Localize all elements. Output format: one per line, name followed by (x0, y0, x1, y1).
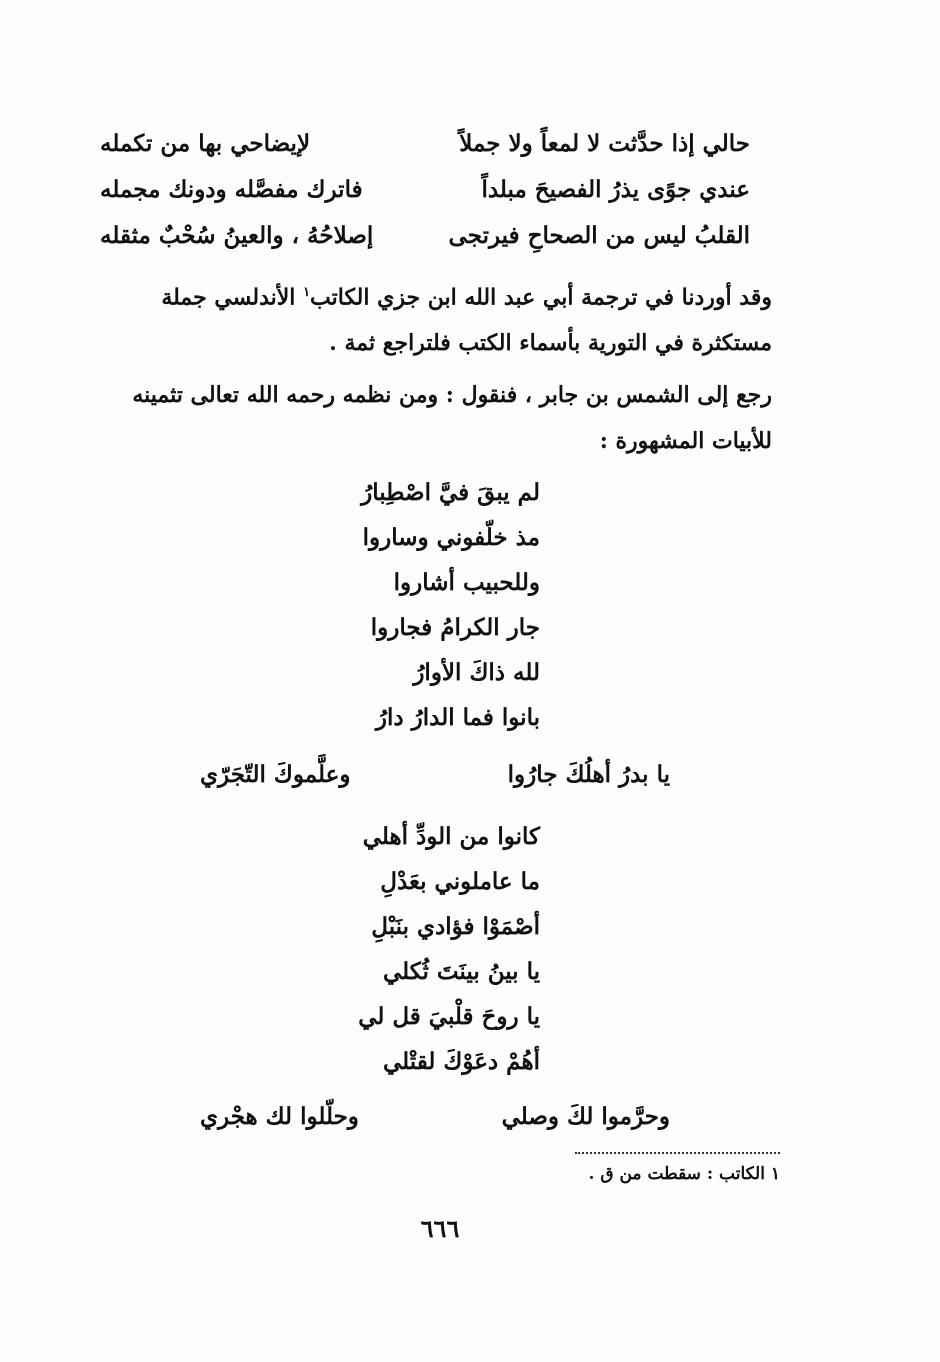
verse-line-1 (100, 123, 750, 163)
verse-hemistich-left: إصلاحُهُ ، والعينُ سُحْبٌ مثقله (100, 221, 374, 249)
verse-hemistich-right: القلبُ ليس من الصحاحِ فيرتجى (448, 221, 750, 249)
paragraph-line: للأبيات المشهورة : (599, 428, 772, 454)
refrain-2 (200, 1094, 670, 1138)
verse-hemistich-right: عندي جوًى يذرُ الفصيحَ مبلداً (481, 175, 750, 203)
paragraph-line: رجع إلى الشمس بن جابر ، فنقول : ومن نظمه رحمه الله تعالى تثمينه (132, 382, 772, 408)
stanza-line: ما عاملوني بعَدْلِ (380, 868, 540, 895)
footnote-text: الكاتب : سقطت من ق . (588, 1164, 765, 1184)
stanza-line: كانوا من الودِّ أهلي (362, 823, 540, 850)
footnote-number: ١ (770, 1164, 780, 1184)
verse-line-2 (100, 169, 750, 209)
refrain-hemistich-left: وحلّلوا لك هجْري (200, 1102, 359, 1130)
refrain-hemistich-right: وحرَّموا لكَ وصلي (501, 1102, 670, 1130)
stanza-line: مذ خلّفوني وساروا (362, 524, 540, 551)
footnote-marker: ١ (303, 285, 311, 300)
verse-hemistich-left: لإيضاحي بها من تكمله (100, 129, 311, 157)
footnote (500, 1164, 780, 1184)
verse-line-3 (100, 215, 750, 255)
stanza-line: يا بينُ بينَتَ ثُكلي (382, 958, 540, 985)
refrain-hemistich-left: وعلَّموكَ التّجَرّي (200, 760, 351, 788)
footnote-divider (575, 1152, 780, 1154)
stanza-line: لله ذاكَ الأوارُ (413, 659, 540, 686)
stanza-line: أصْمَوْا فؤادي بنَبْلِ (371, 913, 540, 940)
paragraph-line: مستكثرة في التورية بأسماء الكتب فلتراجع ثمة . (329, 330, 772, 357)
verse-hemistich-left: فاترك مفصَّله ودونك مجمله (100, 175, 363, 203)
refrain-1 (200, 752, 670, 796)
refrain-hemistich-right: يا بدرُ أهلُكَ جارُوا (507, 760, 670, 788)
page-number: ٦٦٦ (420, 1214, 460, 1243)
paragraph-reference (82, 270, 772, 366)
stanza-line: وللحبيب أشاروا (393, 569, 540, 596)
stanza-line: لم يبقَ فيَّ اصْطِبارُ (361, 479, 540, 506)
stanza-line: يا روحَ قلْبيَ قل لي (358, 1003, 540, 1030)
stanza-line: جار الكرامُ فجاروا (370, 614, 540, 641)
stanza-1 (320, 470, 540, 740)
verse-hemistich-right: حالي إذا حدَّثت لا لمعاً ولا جملاً (459, 129, 750, 157)
stanza-line: أهُمْ دعَوْكَ لقتْلي (382, 1048, 540, 1075)
paragraph-intro (82, 372, 772, 464)
stanza-line: بانوا فما الدارُ دارُ (375, 704, 540, 731)
paragraph-line: وقد أوردنا في ترجمة أبي عبد الله ابن جزي الكاتب$^١$ الأندلسي جملة (161, 284, 772, 311)
stanza-2 (320, 814, 540, 1084)
